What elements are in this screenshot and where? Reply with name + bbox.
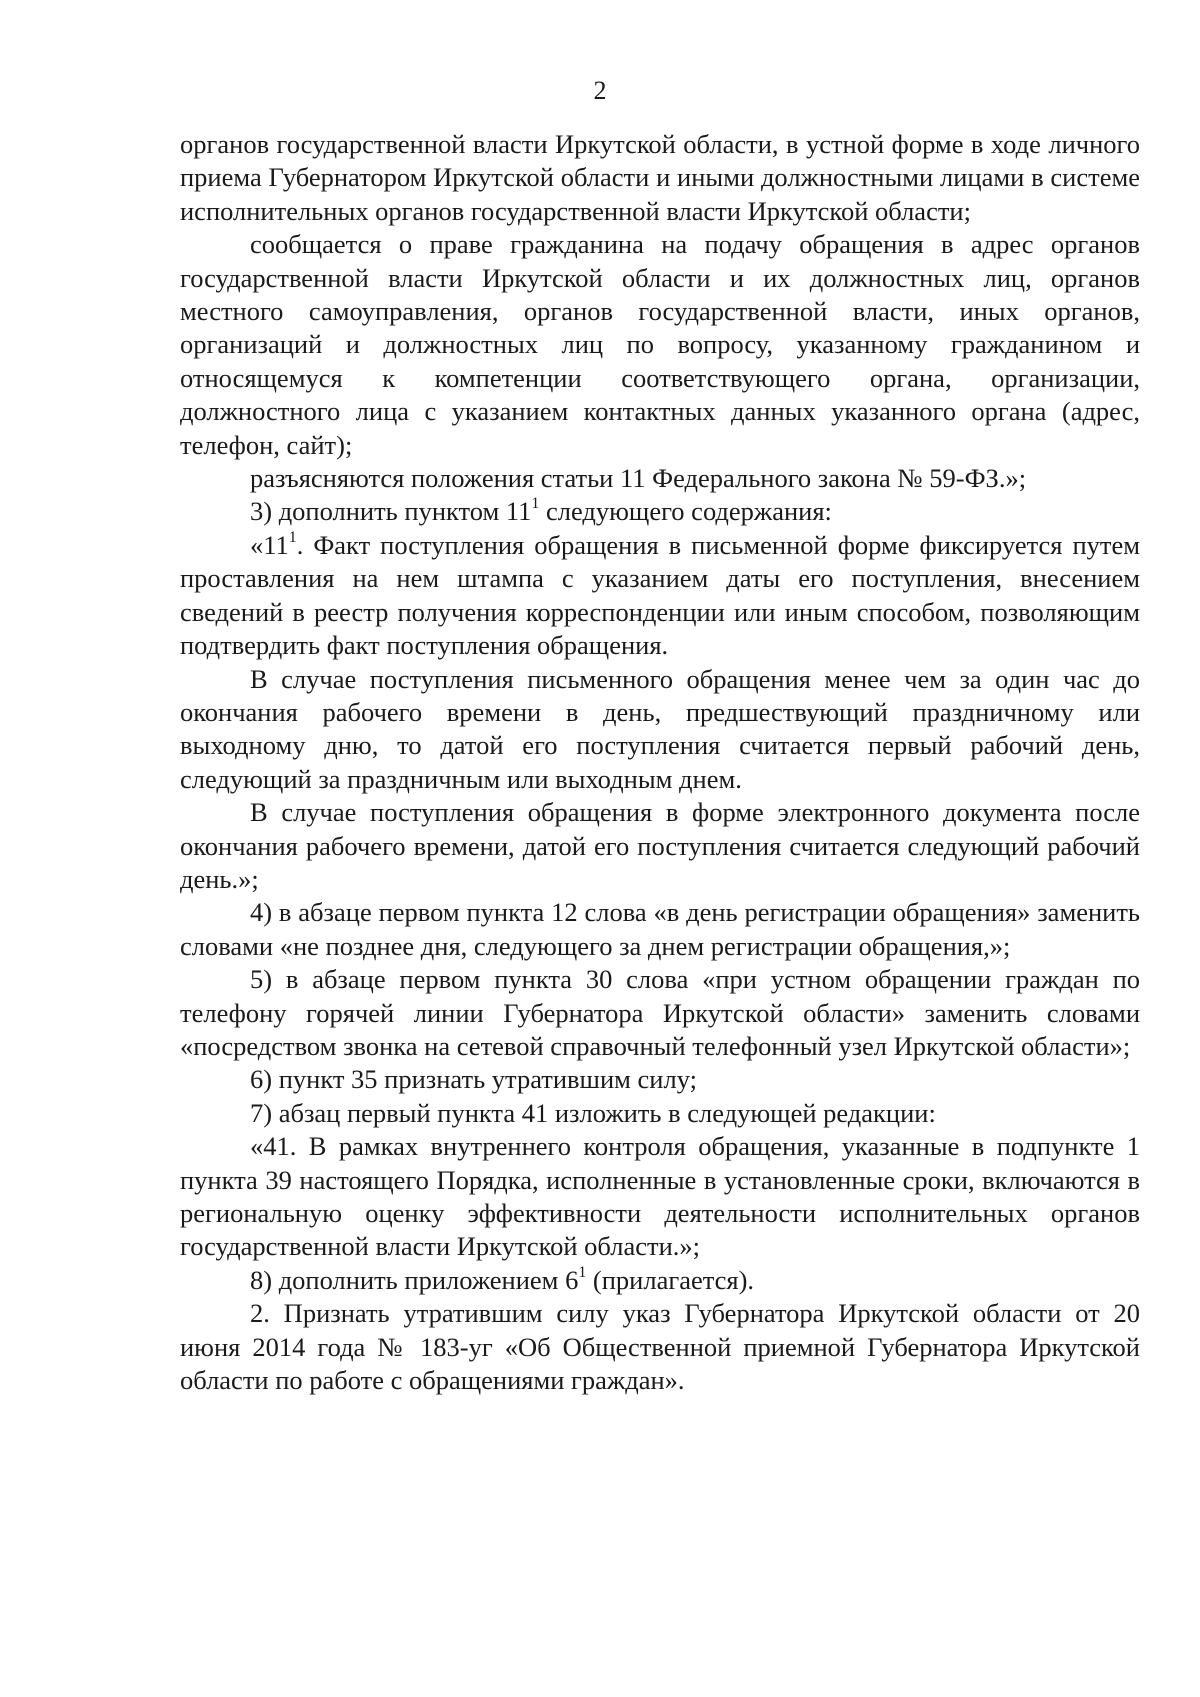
paragraph-text: В случае поступления письменного обращения менее чем за один час до окончания рабочего времени в день, предшествующий праздничному или выходному дню, то датой его поступления считается первый рабочий день, следующий за праздничным или выходным днем. [180,663,1140,794]
paragraph-text: следующего содержания: [539,496,832,527]
paragraph-8 [180,896,1140,963]
paragraph-text: . Факт поступления обращения в письменной форме фиксируется путем проставления на нем штампа с указанием даты его поступления, внесением сведений в реестр получения корреспонденции или иным способом, позволяющим подтвердить факт поступления обращения. [180,529,1140,661]
paragraph-text: «41. В рамках внутреннего контроля обращения, указанные в подпункте 1 пункта 39 настоящего Порядка, исполненные в установленные сроки, включаются в региональную оценку эффективности деятельности исполнительных органов государственной власти Иркутской области.»; [180,1131,1140,1262]
paragraph-2 [180,228,1140,462]
paragraph-text: 5) в абзаце первом пункта 30 слова «при устном обращении граждан по телефону горячей линии Губернатора Иркутской области» заменить словами «посредством звонка на сетевой справочный телефонный узел Иркутской области»; [180,964,1140,1061]
paragraph-3 [180,462,1140,495]
superscript: 1 [578,1263,587,1281]
paragraph-11 [180,1097,1140,1130]
paragraph-10 [180,1063,1140,1096]
superscript: 1 [531,495,540,513]
paragraph-7 [180,796,1140,896]
paragraph-text: сообщается о праве гражданина на подачу обращения в адрес органов государственной власти Иркутской области и их должностных лиц, органов местного самоуправления, органов государственной власти, иных органов, организаций и должностных лиц по вопросу, указанному гражданином и относящемуся к компетенции соответствующего органа, организации, должностного лица с указанием контактных данных указанного органа (адрес, телефон, сайт); [180,229,1140,460]
paragraph-text: 4) в абзаце первом пункта 12 слова «в день регистрации обращения» заменить словами «не позднее дня, следующего за днем регистрации обращения,»; [180,897,1140,961]
paragraph-text: «11 [250,529,289,560]
paragraph-text: разъясняются положения статьи 11 Федерального закона № 59-ФЗ.»; [250,463,1027,494]
paragraph-text: 7) абзац первый пункта 41 изложить в следующей редакции: [250,1097,936,1128]
paragraph-6 [180,663,1140,797]
paragraph-9 [180,963,1140,1063]
paragraph-13 [180,1264,1140,1297]
paragraph-text: 8) дополнить приложением 6 [250,1264,579,1295]
paragraph-text: органов государственной власти Иркутской области, в устной форме в ходе личного приема Губернатором Иркутской области и иными должностными лицами в системе исполнительных органов государственной власти Иркутской области; [180,129,1140,226]
paragraph-text: 2. Признать утратившим силу указ Губернатора Иркутской области от 20 июня 2014 года № 183-уг «Об Общественной приемной Губернатора Иркутской области по работе с обращениями граждан». [180,1298,1140,1396]
paragraph-14 [180,1297,1140,1397]
paragraph-text: (прилагается). [586,1264,755,1295]
paragraph-text: В случае поступления обращения в форме электронного документа после окончания рабочего времени, датой его поступления считается следующий рабочий день.»; [180,797,1140,894]
page-number: 2 [593,76,607,105]
document-body [180,128,1140,1397]
paragraph-1 [180,128,1140,228]
paragraph-4 [180,495,1140,528]
paragraph-5 [180,529,1140,663]
paragraph-text: 3) дополнить пунктом 11 [250,496,532,527]
paragraph-text: 6) пункт 35 признать утратившим силу; [250,1064,697,1095]
paragraph-12 [180,1130,1140,1264]
superscript: 1 [288,528,297,546]
